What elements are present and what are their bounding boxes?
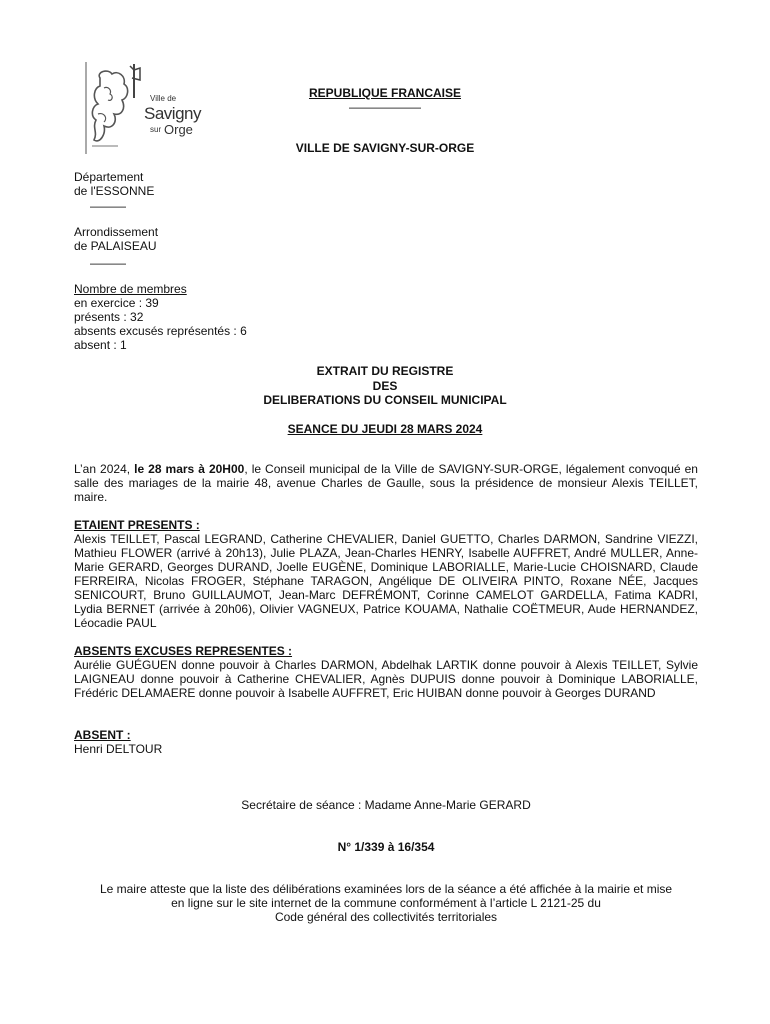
extract-line-2: DES (372, 378, 398, 393)
department-label: Département (74, 170, 144, 184)
intro-after: , le Conseil municipal de la Ville de SAVIGNY-SUR-ORGE, légalement convoqué en salle des mariages de la mairie 48, avenue Charles de Gaulle, sous la présidence de monsieur Alexis TEILLET, maire. (74, 462, 698, 504)
session-title: SEANCE DU JEUDI 28 MARS 2024 (287, 422, 483, 436)
presents-title: ETAIENT PRESENTS : (74, 518, 200, 532)
excused-title: ABSENTS EXCUSES REPRESENTES : (74, 644, 293, 658)
session-secretary: Secrétaire de séance : Madame Anne-Marie GERARD (241, 798, 531, 812)
presents-list: Alexis TEILLET, Pascal LEGRAND, Catherine CHEVALIER, Daniel GUETTO, Charles DARMON, Sandrine VIEZZI, Mathieu FLOWER (arrivé à 20h13), Julie PLAZA, Jean-Charles HENRY, Isabelle AUFFRET, André MULLER, Anne-Marie GERARD, Georges DURAND, Joelle EUGÈNE, Dominique LABORIALLE, Marie-Lucie CHOISNARD, Claude FERREIRA, Nicolas FROGER, Stéphane TARAGON, Angélique DE OLIVEIRA PINTO, Roxane NÉE, Jacques SENICOURT, Bruno GUILLAUMOT, Jean-Marc DEFRÉMONT, Corinne CAMELOT GARDELLA, Fatima KADRI, Lydia BERNET (arrivée à 20h06), Olivier VAGNEUX, Patrice KOUAMA, Nathalie COËTMEUR, Aude HERNANDEZ, Léocadie PAUL (74, 532, 698, 630)
logo-orge: Orge (164, 122, 193, 137)
members-present: présents : 32 (74, 310, 144, 324)
attestation-line-2: en ligne sur le site internet de la commune conformément à l’article L 2121-25 du (171, 896, 601, 910)
intro-paragraph (74, 462, 698, 504)
deliberation-numbers: N° 1/339 à 16/354 (337, 840, 435, 854)
lion-emblem-icon (78, 58, 148, 156)
city-logo (78, 58, 201, 156)
members-in-office: en exercice : 39 (74, 296, 159, 310)
logo-sur: sur (150, 125, 162, 134)
divider-dash: ——— (90, 256, 126, 270)
department-block (74, 170, 154, 198)
members-block (74, 282, 247, 352)
arrondissement-block (74, 225, 158, 253)
republic-heading: REPUBLIQUE FRANCAISE (308, 86, 461, 100)
extract-line-1: EXTRAIT DU REGISTRE (316, 364, 454, 378)
attestation-line-1: Le maire atteste que la liste des délibérations examinées lors de la séance a été affichée à la mairie et mise (99, 882, 673, 896)
city-heading: VILLE DE SAVIGNY-SUR-ORGE (295, 141, 475, 155)
extract-line-3: DELIBERATIONS DU CONSEIL MUNICIPAL (263, 393, 507, 407)
logo-savigny: Savigny (144, 104, 201, 123)
extract-heading (200, 364, 570, 408)
header-separator: —————— (349, 100, 421, 114)
absent-title: ABSENT : (74, 728, 131, 742)
absent-name: Henri DELTOUR (74, 742, 163, 756)
attestation-line-3: Code général des collectivités territoriales (274, 910, 498, 924)
intro-before: L’an 2024, (74, 462, 135, 476)
members-excused: absents excusés représentés : 6 (74, 324, 247, 338)
logo-ville-de: Ville de (150, 94, 177, 103)
department-value: de l'ESSONNE (74, 184, 155, 198)
intro-date: le 28 mars à 20H00 (134, 462, 245, 476)
mayor-attestation (74, 882, 698, 924)
arrondissement-label: Arrondissement (74, 225, 159, 239)
members-absent: absent : 1 (74, 338, 127, 352)
arrondissement-value: de PALAISEAU (74, 239, 157, 253)
divider-dash: ——— (90, 199, 126, 213)
excused-list: Aurélie GUÉGUEN donne pouvoir à Charles DARMON, Abdelhak LARTIK donne pouvoir à Alexis TEILLET, Sylvie LAIGNEAU donne pouvoir à Catherine CHEVALIER, Agnès DUPUIS donne pouvoir à Dominique LABORIALLE, Frédéric DELAMAERE donne pouvoir à Isabelle AUFFRET, Eric HUIBAN donne pouvoir à Georges DURAND (74, 658, 698, 700)
members-title: Nombre de membres (74, 282, 187, 296)
